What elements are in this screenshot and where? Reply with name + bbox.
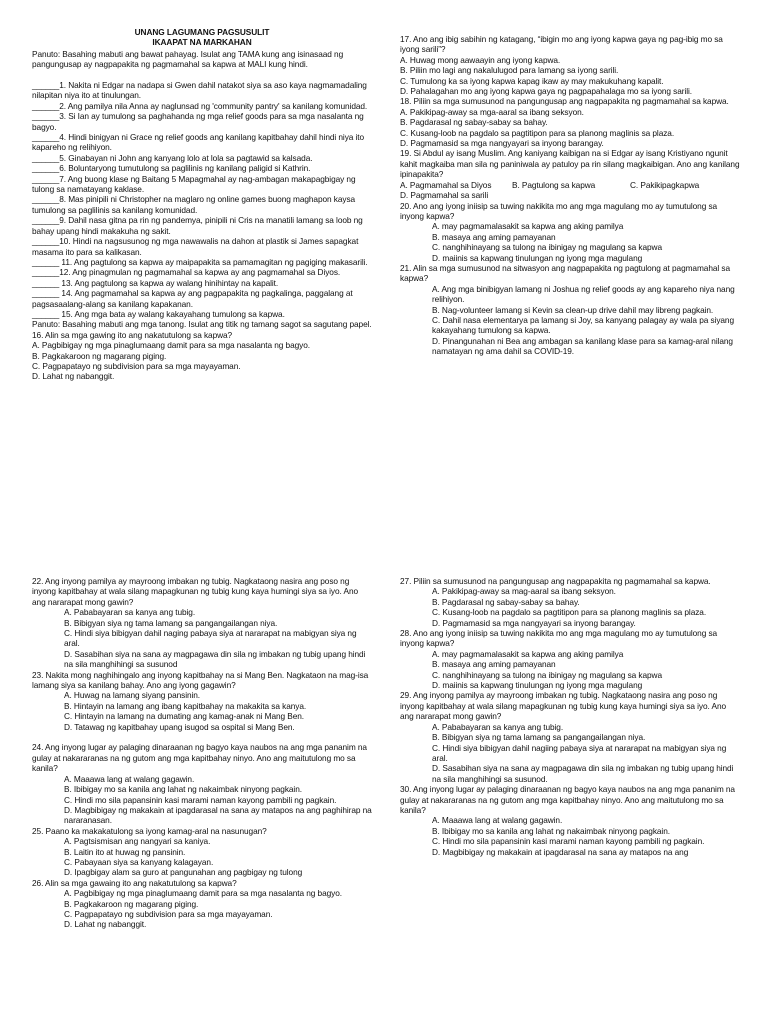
choice: D. Sasabihan siya na sana ay magpagawa din sila ng imbakan ng tubig upang hindi na sila manghihingi sa susunod (64, 648, 366, 670)
tf-item: ______ 11. Ang pagtulong sa kapwa ay maipapakita sa pamamagitan ng pagiging makasarili. (32, 256, 368, 267)
question-28-stem: 28. Ano ang iyong iniisip sa tuwing nakikita mo ang mga magulang mo ay tumutulong sa inyong kapwa? (400, 628, 718, 649)
choice: C. Hindi mo sila papansinin kasi marami naman kayong pambili ng pagkain. (432, 836, 705, 847)
question-17-stem: 17. Ano ang ibig sabihin ng katagang, “ibigin mo ang iyong kapwa gaya ng pag-ibig mo sa iyong sarili”? (400, 34, 723, 55)
choice: C. Pabayaan siya sa kanyang kalagayan. (64, 856, 214, 867)
choice: D. Tatawag ng kapitbahay upang isugod sa ospital si Mang Ben. (64, 721, 295, 732)
choice: A. Pakikipag-away sa mga-aaral sa ibang seksyon. (400, 106, 584, 117)
choice: A. may pagmamalasakit sa kapwa ang aking pamilya (432, 648, 624, 659)
tf-item: ______10. Hindi na nagsusunog ng mga nawawalis na dahon at plastik si James sapagkat masama ito para sa kalikasan. (32, 236, 359, 257)
choice: B. Pagdarasal ng sabay-sabay sa bahay. (432, 596, 580, 607)
question-19-stem: 19. Si Abdul ay isang Muslim. Ang kaniyang kaibigan na si Edgar ay isang Kristiyano ngunit kahit magkaiba man sila ng paniniwala ay patuloy pa rin silang magkaibigan. Ano ang kanilang ipinapakita? (400, 148, 740, 180)
choice: C. Kusang-loob na pagdalo sa pagtitipon para sa planong maglinis sa plaza. (432, 607, 707, 618)
question-29-stem: 29. Ang inyong pamilya ay mayroong imbakan ng tubig. Nagkataong nasira ang poso ng inyong kapitbahay at wala silang mapagkunan ng tubig kung kaya humingi siya sa iyo. Ano ang nararapat mong gawin? (400, 690, 727, 722)
choice: B. Hintayin na lamang ang ibang kapitbahay na makakita sa kanya. (64, 700, 307, 711)
tf-item: ______ 15. Ang mga bata ay walang kakayahang tumulong sa kapwa. (32, 308, 285, 319)
choice: C. Kusang-loob na pagdalo sa pagtitipon para sa planong maglinis sa plaza. (400, 127, 675, 138)
question-22-stem: 22. Ang inyong pamilya ay mayroong imbakan ng tubig. Nagkataong nasira ang poso ng inyong kapitbahay at wala silang mapagkunan ng tubig kung kaya humingi siya sa iyo. Ano ang nararapat mong gawin? (32, 576, 359, 607)
question-26-stem: 26. Alin sa mga gawaing ito ang nakatutulong sa kapwa? (32, 877, 237, 888)
choice: D. Lahat ng nabanggit. (32, 371, 115, 382)
question-23-stem: 23. Nakita mong naghihingalo ang inyong kapitbahay na si Mang Ben. Nagkataon na mag-isa lamang siya sa kanilang bahay. Ano ang iyong gagawin? (32, 669, 369, 691)
tf-item: ______7. Ang buong klase ng Baitang 5 Mapagmahal ay nag-ambagan makapagbigay ng tulong sa namatayang kaklase. (32, 173, 356, 195)
tf-item: ______4. Hindi binigyan ni Grace ng relief goods ang kanilang kapitbahay dahil hindi niya ito kapareho ng relihiyon. (32, 132, 365, 153)
choice: C. Hintayin na lamang na dumating ang kamag-anak ni Mang Ben. (64, 711, 305, 722)
tf-item: ______6. Boluntaryong tumutulong sa paglilinis ng kanilang paligid si Kathrin. (32, 163, 311, 174)
choice: D. Pagmamasid sa mga nangyayari sa inyong barangay. (400, 138, 604, 149)
tf-item: ______12. Ang pinagmulan ng pagmamahal sa kapwa ay ang pagmamahal sa Diyos. (32, 267, 341, 278)
choice: D. Pahalagahan mo ang iyong kapwa gaya ng pagpapahalaga mo sa iyong sarili. (400, 86, 692, 97)
tf-item: ______3. Si Ian ay tumulong sa paghahanda ng mga relief goods para sa mga nasalanta ng bagyo. (32, 111, 364, 132)
choice: B. Nag-volunteer lamang si Kevin sa clean-up drive dahil may libreng pagkain. (432, 304, 714, 315)
question-25-stem: 25. Paano ka makakatulong sa iyong kamag-aral na nasunugan? (32, 825, 267, 836)
choice: A. Pagmamahal sa Diyos (400, 179, 492, 190)
choice: C. Tumulong ka sa iyong kapwa kapag ikaw ay may makukuhang kapalit. (400, 75, 664, 86)
choice: B. masaya ang aming pamayanan (432, 659, 556, 670)
tf-item: ______9. Dahil nasa gitna pa rin ng pandemya, pinipili ni Cris na manatili lamang sa loob ng bahay upang hindi makakuha ng sakit. (32, 215, 363, 236)
question-27-stem: 27. Piliin sa sumusunod na pangungusap ang nagpapakita ng pagmamahal sa kapwa. (400, 576, 711, 586)
choice: A. Ang mga binibigyan lamang ni Joshua ng relief goods ay ang kapareho niya nang relihiyon. (432, 283, 735, 305)
choice: D. Pagmamahal sa sarili (400, 190, 489, 201)
choice: D. maiinis sa kapwang tinulungan ng iyong mga magulang (432, 252, 643, 263)
choice: C. Dahil nasa elementarya pa lamang si Joy, sa kanyang palagay ay wala pa siyang kakayahang tumulong sa kapwa. (432, 314, 734, 336)
question-16-stem: 16. Alin sa mga gawing ito ang nakatutulong sa kapwa? (32, 329, 233, 340)
choice: A. Pagtsismisan ang nangyari sa kaniya. (64, 836, 211, 847)
page1-right-column (400, 34, 740, 357)
test-title: UNANG LAGUMANG PAGSUSULIT (134, 27, 270, 37)
choice: C. Pakikipagkapwa (630, 179, 700, 190)
choice: C. Pagpapatayo ng subdivision para sa mga mayayaman. (32, 360, 241, 371)
choice: D. Sasabihan siya na sana ay magpagawa din sila ng imbakan ng tubig upang hindi na sila manghihingi sa susunod. (432, 763, 734, 784)
choice: A. Pakikipag-away sa mag-aaral sa ibang seksyon. (432, 586, 616, 597)
choice: D. Pagmamasid sa mga nangyayari sa inyong barangay. (432, 617, 636, 628)
choice: B. Pagkakaroon ng magarang piging. (64, 898, 199, 909)
choice: A. Pababayaran sa kanya ang tubig. (64, 607, 196, 618)
tf-item: ______ 13. Ang pagtulong sa kapwa ay walang hinihintay na kapalit. (32, 277, 279, 288)
choice: A. Pagbibigay ng mga pinaglumaang damit para sa mga nasalanta ng bagyo. (64, 888, 342, 899)
choice: C. Pagpapatayo ng subdivision para sa mga mayayaman. (64, 908, 273, 919)
choice: B. masaya ang aming pamayanan (432, 231, 556, 242)
choice: D. Pinangunahan ni Bea ang ambagan sa kanilang klase para sa kamag-aral nilang namatayan ng ama dahil sa COVID-19. (432, 335, 733, 357)
question-20-stem: 20. Ano ang iyong iniisip sa tuwing nakikita mo ang mga magulang mo ay tumutulong sa inyong kapwa? (400, 200, 718, 221)
question-18-stem: 18. Piliin sa mga sumusunod na pangungusap ang nagpapakita ng pagmamahal sa kapwa. (400, 96, 729, 107)
choice: D. Magbibigay ng makakain at ipagdarasal na sana ay matapos na ang paghihirap na nararanasan. (64, 804, 372, 826)
choice: C. Hindi siya bibigyan dahil naging pabaya siya at nararapat na mabigyan siya ng aral. (64, 628, 357, 649)
choice: D. Magbibigay ng makakain at ipagdarasal na sana ay matapos na ang (432, 846, 689, 857)
choice: C. nanghihinayang sa tulong na ibinigay ng magulang sa kapwa (432, 242, 662, 253)
instructions-true-false: Panuto: Basahing mabuti ang bawat pahayag. Isulat ang TAMA kung ang isinasaad ng pangungusap ay nagpapakita ng pagmamahal sa kapwa at MALI kung hindi. (32, 48, 344, 70)
choice: C. nanghihinayang sa tulong na ibinigay ng magulang sa kapwa (432, 669, 662, 680)
choice: A. Maaawa lang at walang gagawin. (432, 815, 563, 826)
question-24-stem: 24. Ang inyong lugar ay palaging dinaraanan ng bagyo kaya naubos na ang mga pananim na gulay at nakararanas na ng gutom ang mga kapitbahay ninyo. Ano ang maitutulong mo sa kanila? (32, 742, 367, 774)
choice: B. Ibibigay mo sa kanila ang lahat ng nakaimbak ninyong pagkain. (432, 825, 670, 836)
tf-item: ______2. Ang pamilya nila Anna ay naglunsad ng 'community pantry' sa kanilang komunidad. (32, 100, 368, 111)
choice: B. Pagtulong sa kapwa (512, 179, 596, 190)
choice: B. Piliin mo lagi ang nakalulugod para lamang sa iyong sarili. (400, 65, 619, 76)
choice: B. Pagdarasal ng sabay-sabay sa bahay. (400, 117, 548, 128)
tf-item: ______1. Nakita ni Edgar na nadapa si Gwen dahil natakot siya sa aso kaya nagmamadaling nilapitan niya ito at tinulungan. (32, 80, 367, 101)
tf-item: ______8. Mas pinipili ni Christopher na maglaro ng online games buong maghapon kaysa tumulong sa paglilinis sa kanilang komunidad. (32, 194, 356, 215)
choice: C. Hindi mo sila papansinin kasi marami naman kayong pambili ng pagkain. (64, 794, 337, 805)
question-30-stem: 30. Ang inyong lugar ay palaging dinaraanan ng bagyo kaya naubos na ang mga pananim na gulay at nakararanas na ng gutom ang mga kapitbahay ninyo. Ano ang maitutulong mo sa kanila? (400, 784, 735, 815)
choice: B. Pagkakaroon ng magarang piging. (32, 350, 167, 361)
choice: D. maiinis sa kapwang tinulungan ng iyong mga magulang (432, 680, 643, 691)
choice: B. Ibibigay mo sa kanila ang lahat ng nakaimbak ninyong pagkain. (64, 784, 302, 795)
choice: A. Huwag na lamang siyang pansinin. (64, 690, 201, 701)
choice: A. Huwag mong aawaayin ang iyong kapwa. (400, 54, 561, 65)
choice: B. Bibigyan siya ng tama lamang sa pangangailangan niya. (64, 617, 278, 628)
choice: C. Hindi siya bibigyan dahil nagiing pabaya siya at nararapat na mabigyan siya ng aral. (432, 742, 727, 763)
choice: A. Pagbibigay ng mga pinaglumaang damit para sa mga nasalanta ng bagyo. (32, 340, 310, 351)
page2-right-column (400, 576, 740, 857)
choice: D. Lahat ng nabanggit. (64, 919, 147, 930)
choice: A. Pababayaran sa kanya ang tubig. (432, 721, 564, 732)
choice: D. Ipagbigay alam sa guro at pangunahan ang pagbigay ng tulong (64, 867, 303, 878)
tf-item: ______5. Ginabayan ni John ang kanyang lolo at lola sa pagtawid sa kalsada. (32, 152, 313, 163)
question-19-choices-row (400, 180, 740, 190)
test-quarter: IKAAPAT NA MARKAHAN (152, 37, 252, 48)
page1-left-column (32, 27, 372, 382)
choice: B. Bibigyan siya ng tama lamang sa pangangailangan niya. (432, 732, 646, 743)
tf-item: ______ 14. Ang pagmamahal sa kapwa ay ang pagpapakita ng pagkalinga, paggalang at pagsasaalang-alang sa kanilang kapakanan. (32, 288, 353, 309)
instructions-multiple-choice: Panuto: Basahing mabuti ang mga tanong. Isulat ang titik ng tamang sagot sa sagutang papel. (32, 319, 372, 330)
choice: A. Maaawa lang at walang gagawin. (64, 773, 195, 784)
choice: B. Laitin ito at huwag ng pansinin. (64, 846, 186, 857)
page2-left-column (32, 576, 372, 930)
choice: A. may pagmamalasakit sa kapwa ang aking pamilya (432, 221, 624, 232)
question-21-stem: 21. Alin sa mga sumusunod na sitwasyon ang nagpapakita ng pagtulong at pagmamahal sa kapwa? (400, 262, 730, 284)
